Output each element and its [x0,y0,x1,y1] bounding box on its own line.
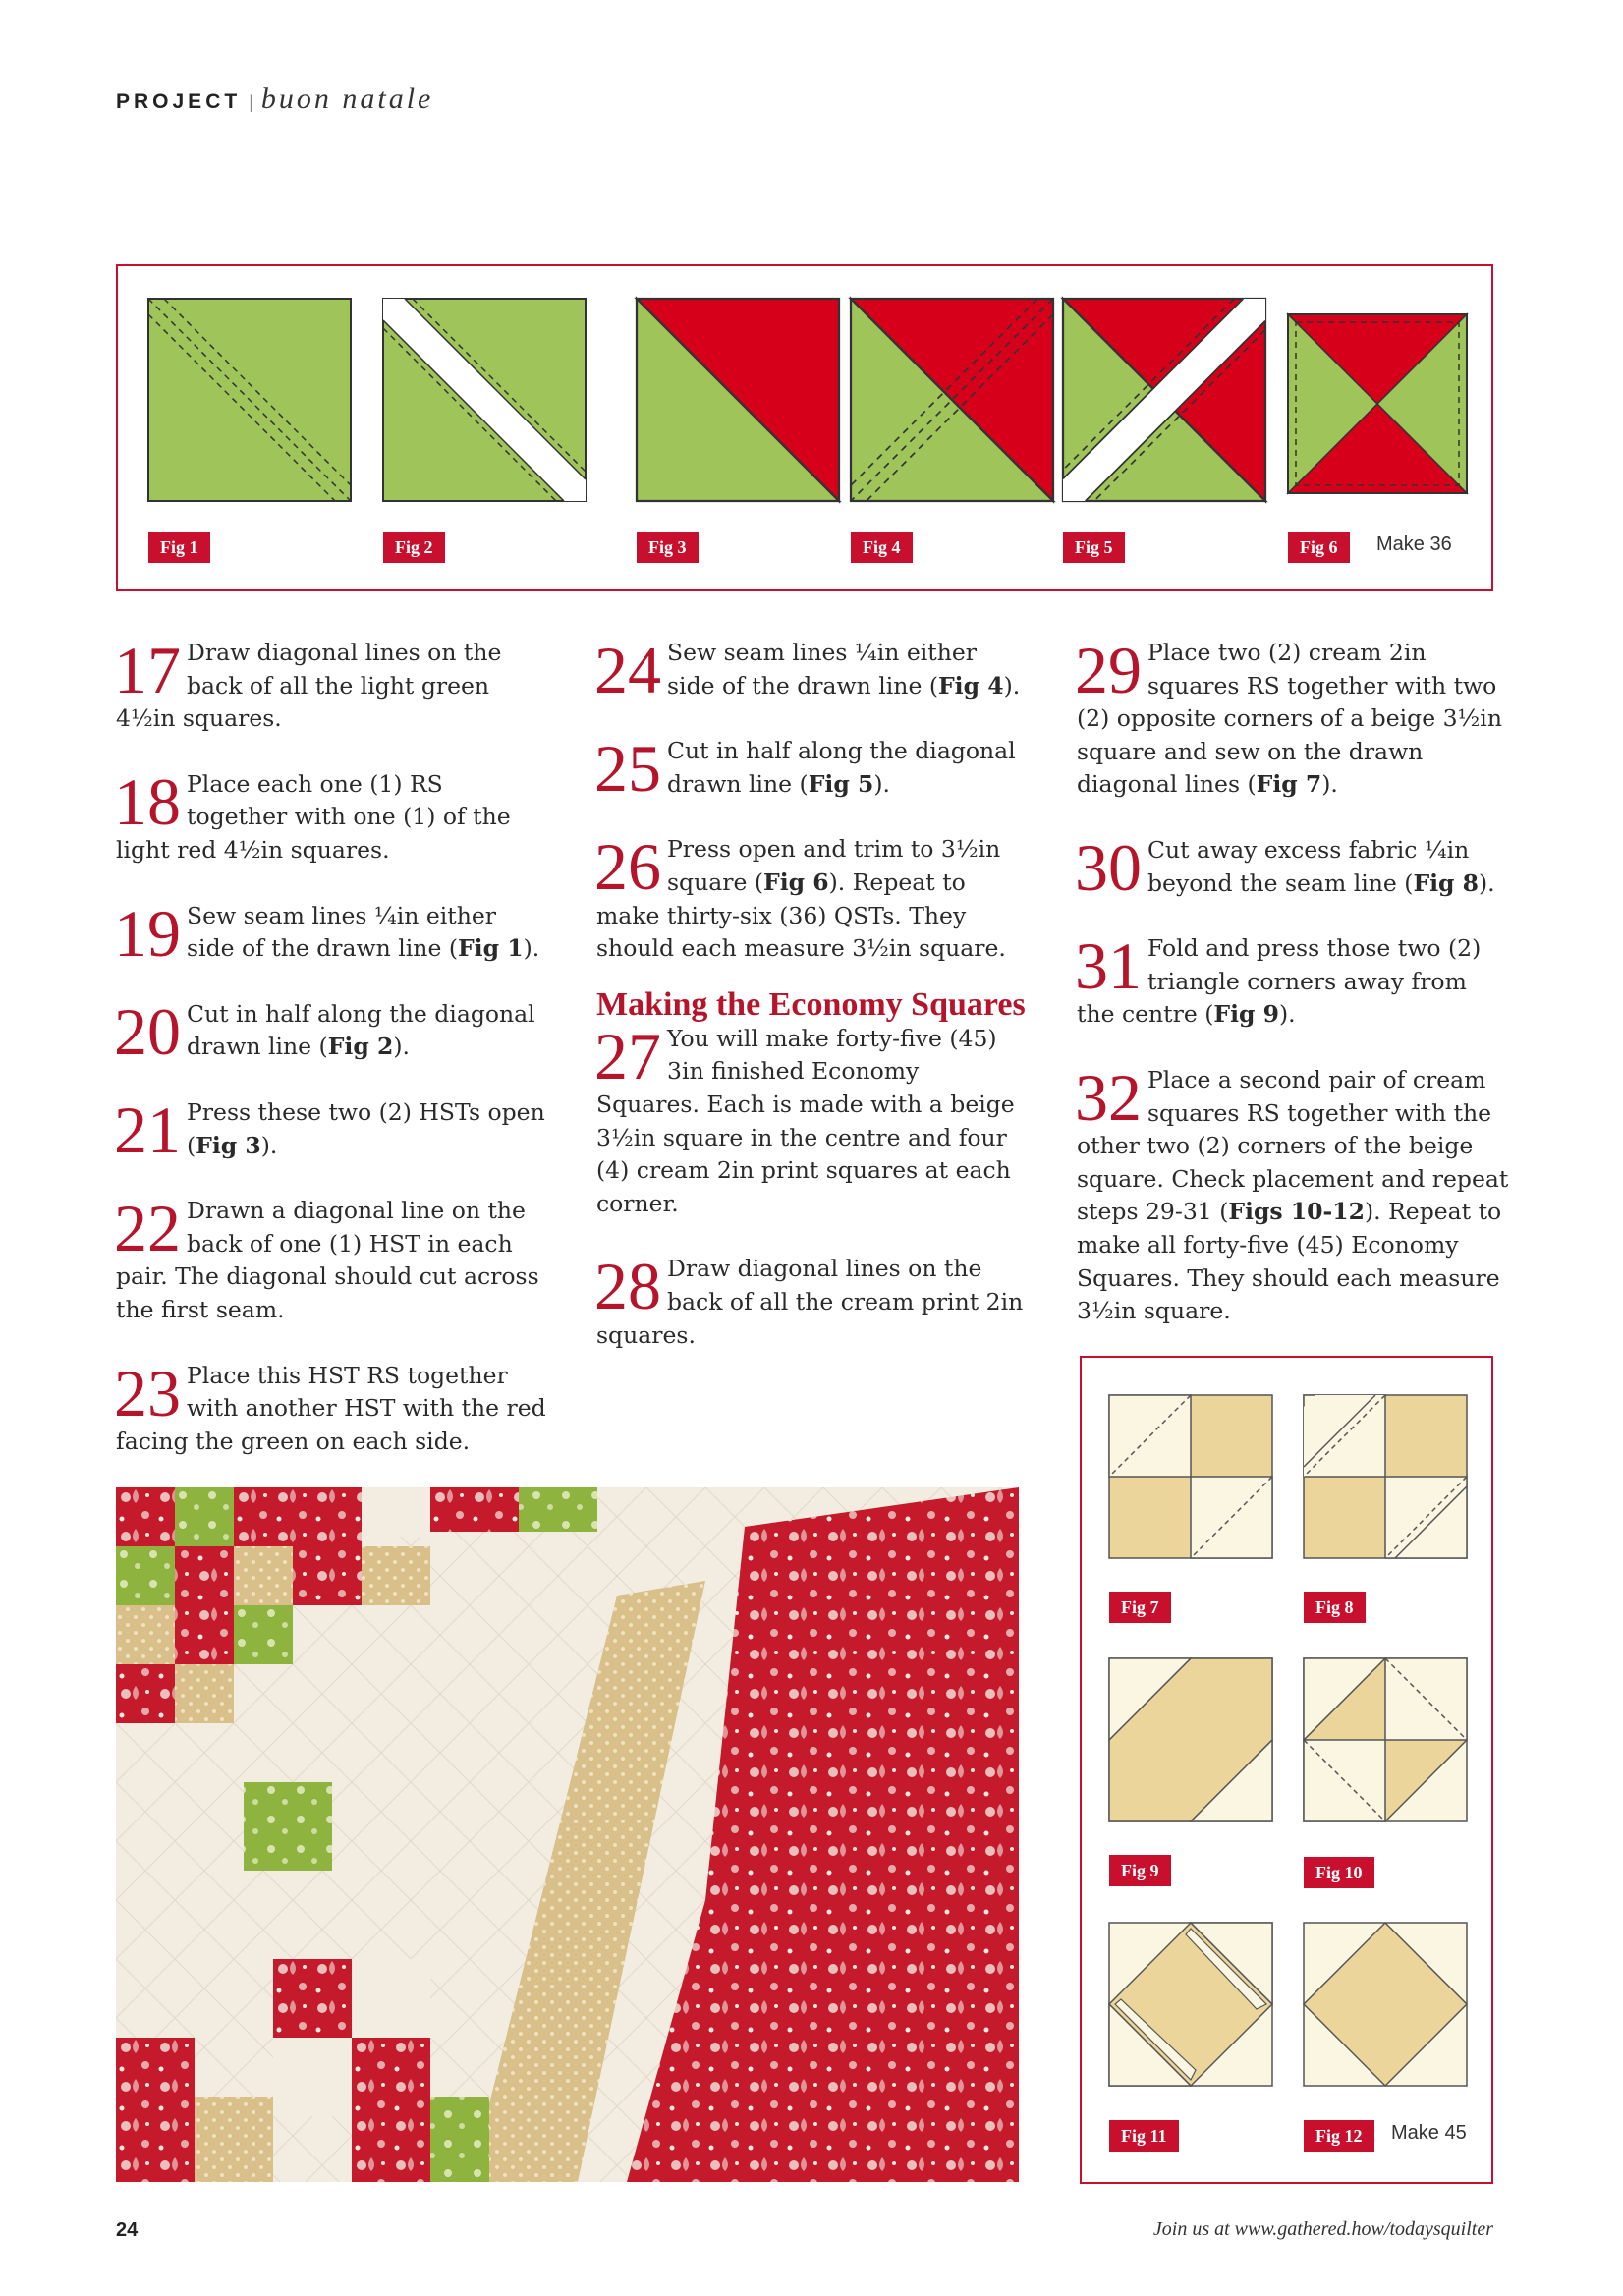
running-header [116,83,433,116]
fig9-diagram [1109,1658,1272,1821]
step-number: 32 [1075,1059,1142,1135]
fig2-label: Fig 2 [383,532,445,563]
step-text: Fold and press those two (2) triangle corners away from the centre (Fig 9). [1077,934,1482,1029]
fig10-label: Fig 10 [1304,1857,1374,1888]
step-31 [1075,928,1509,1032]
step-25 [594,731,1029,807]
step-number: 21 [114,1092,181,1167]
step-text: Sew seam lines ¼in either side of the drawn line (Fig 1). [187,901,540,963]
qst-figure-panel [116,264,1493,591]
fig6-label: Fig 6 [1288,532,1350,563]
fig-reference: Fig 6 [763,868,829,896]
fig7-diagram [1109,1395,1272,1558]
step-number: 24 [594,633,661,707]
step-number: 18 [114,763,181,839]
step-number: 20 [114,993,181,1069]
step-text: Press these two (2) HSTs open (Fig 3). [187,1097,545,1159]
economy-figure-panel [1080,1356,1493,2184]
fig2-diagram [383,299,586,501]
fig5-diagram [1063,299,1265,501]
fig4-diagram [851,299,1053,501]
page-number: 24 [116,2219,139,2241]
fig1-diagram [148,299,351,501]
fig-reference: Fig 2 [327,1033,394,1061]
section-heading: Making the Economy Squares [596,985,1026,1023]
step-text: Place a second pair of cream squares RS together with the other two (2) corners of the beige square. Check placement and repeat steps 29-31 (Figs 10-12). Repeat to make all forty-five (45) Economy Squares. They should each measure 3½in square. [1077,1065,1509,1325]
fig11-label: Fig 11 [1109,2120,1179,2152]
column-2 [594,633,1029,1384]
step-text: Sew seam lines ¼in either side of the drawn line (Fig 4). [667,639,1021,700]
fig-reference: Fig 9 [1213,1000,1279,1029]
step-number: 31 [1075,928,1142,1004]
header-separator: | [249,92,253,112]
step-text: Cut away excess fabric ¼in beyond the seam line (Fig 8). [1147,835,1495,897]
step-number: 29 [1075,633,1142,707]
make-count-econ: Make 45 [1391,2122,1467,2144]
step-32 [1075,1059,1509,1328]
step-21 [114,1092,548,1167]
fig-reference: Fig 8 [1413,868,1480,897]
fig10-diagram [1304,1658,1467,1821]
step-text: Place two (2) cream 2in squares RS together with two (2) opposite corners of a beige 3½in square and sew on the drawn diagonal lines (Fig 7). [1077,639,1502,799]
fig7-label: Fig 7 [1109,1592,1171,1623]
fig9-label: Fig 9 [1109,1855,1171,1886]
step-23 [114,1355,548,1459]
step-text: Cut in half along the diagonal drawn line (Fig 2). [187,999,535,1061]
step-number: 26 [594,829,661,905]
fig11-diagram [1109,1923,1272,2086]
step-text: Draw diagonal lines on the back of all the light green 4½in squares. [116,639,502,733]
fig12-label: Fig 12 [1304,2120,1374,2152]
step-18 [114,763,548,868]
step-24 [594,633,1029,707]
step-text: You will make forty-five (45) 3in finished Economy Squares. Each is made with a beige 3½in square in the centre and four (4) cream 2in print squares at each corner. [596,1024,1015,1217]
step-number: 22 [114,1191,181,1266]
step-number: 19 [114,895,181,971]
fig-reference: Fig 3 [196,1131,261,1159]
fig-reference: Fig 4 [938,671,1004,700]
step-text: Place each one (1) RS together with one (1) of the light red 4½in squares. [116,769,511,864]
fig1-label: Fig 1 [148,532,210,563]
fig5-label: Fig 5 [1063,532,1125,563]
column-1 [114,633,548,1490]
step-17 [114,633,548,736]
step-30 [1075,829,1509,905]
make-count-top: Make 36 [1376,533,1452,555]
step-27 [594,1018,1029,1221]
step-29 [1075,633,1509,802]
step-number: 23 [114,1355,181,1430]
section-label: PROJECT [116,90,242,113]
step-19 [114,895,548,971]
fig8-label: Fig 8 [1304,1592,1366,1623]
fig12-diagram [1304,1923,1467,2086]
fig-reference: Figs 10-12 [1228,1198,1365,1226]
step-text: Draw diagonal lines on the back of all the cream print 2in squares. [596,1255,1024,1349]
quilt-photo [116,1487,1019,2182]
step-number: 17 [114,633,181,707]
footer-link[interactable]: Join us at www.gathered.how/todaysquilter [1152,2218,1493,2240]
fig8-diagram [1304,1395,1467,1558]
step-26 [594,829,1029,965]
project-title: buon natale [260,83,434,115]
step-text: Drawn a diagonal line on the back of one (1) HST in each pair. The diagonal should cut across the first seam. [116,1197,539,1323]
step-number: 30 [1075,829,1142,905]
step-text: Place this HST RS together with another HST with the red facing the green on each side. [116,1361,546,1455]
fig3-diagram [637,299,839,501]
fig6-diagram [1288,314,1467,493]
step-22 [114,1191,548,1326]
step-number: 25 [594,731,661,807]
step-28 [594,1249,1029,1352]
step-text: Press open and trim to 3½in square (Fig 6). Repeat to make thirty-six (36) QSTs. They should each measure 3½in square. [596,835,1006,963]
fig4-label: Fig 4 [851,532,913,563]
fig-reference: Fig 1 [458,934,524,963]
step-text: Cut in half along the diagonal drawn line (Fig 5). [667,737,1016,798]
step-number: 27 [594,1018,661,1093]
step-number: 28 [594,1249,661,1324]
column-3 [1075,633,1509,1361]
fig-reference: Fig 7 [1256,770,1322,799]
fig3-label: Fig 3 [637,532,699,563]
step-20 [114,993,548,1069]
fig-reference: Fig 5 [808,769,874,798]
